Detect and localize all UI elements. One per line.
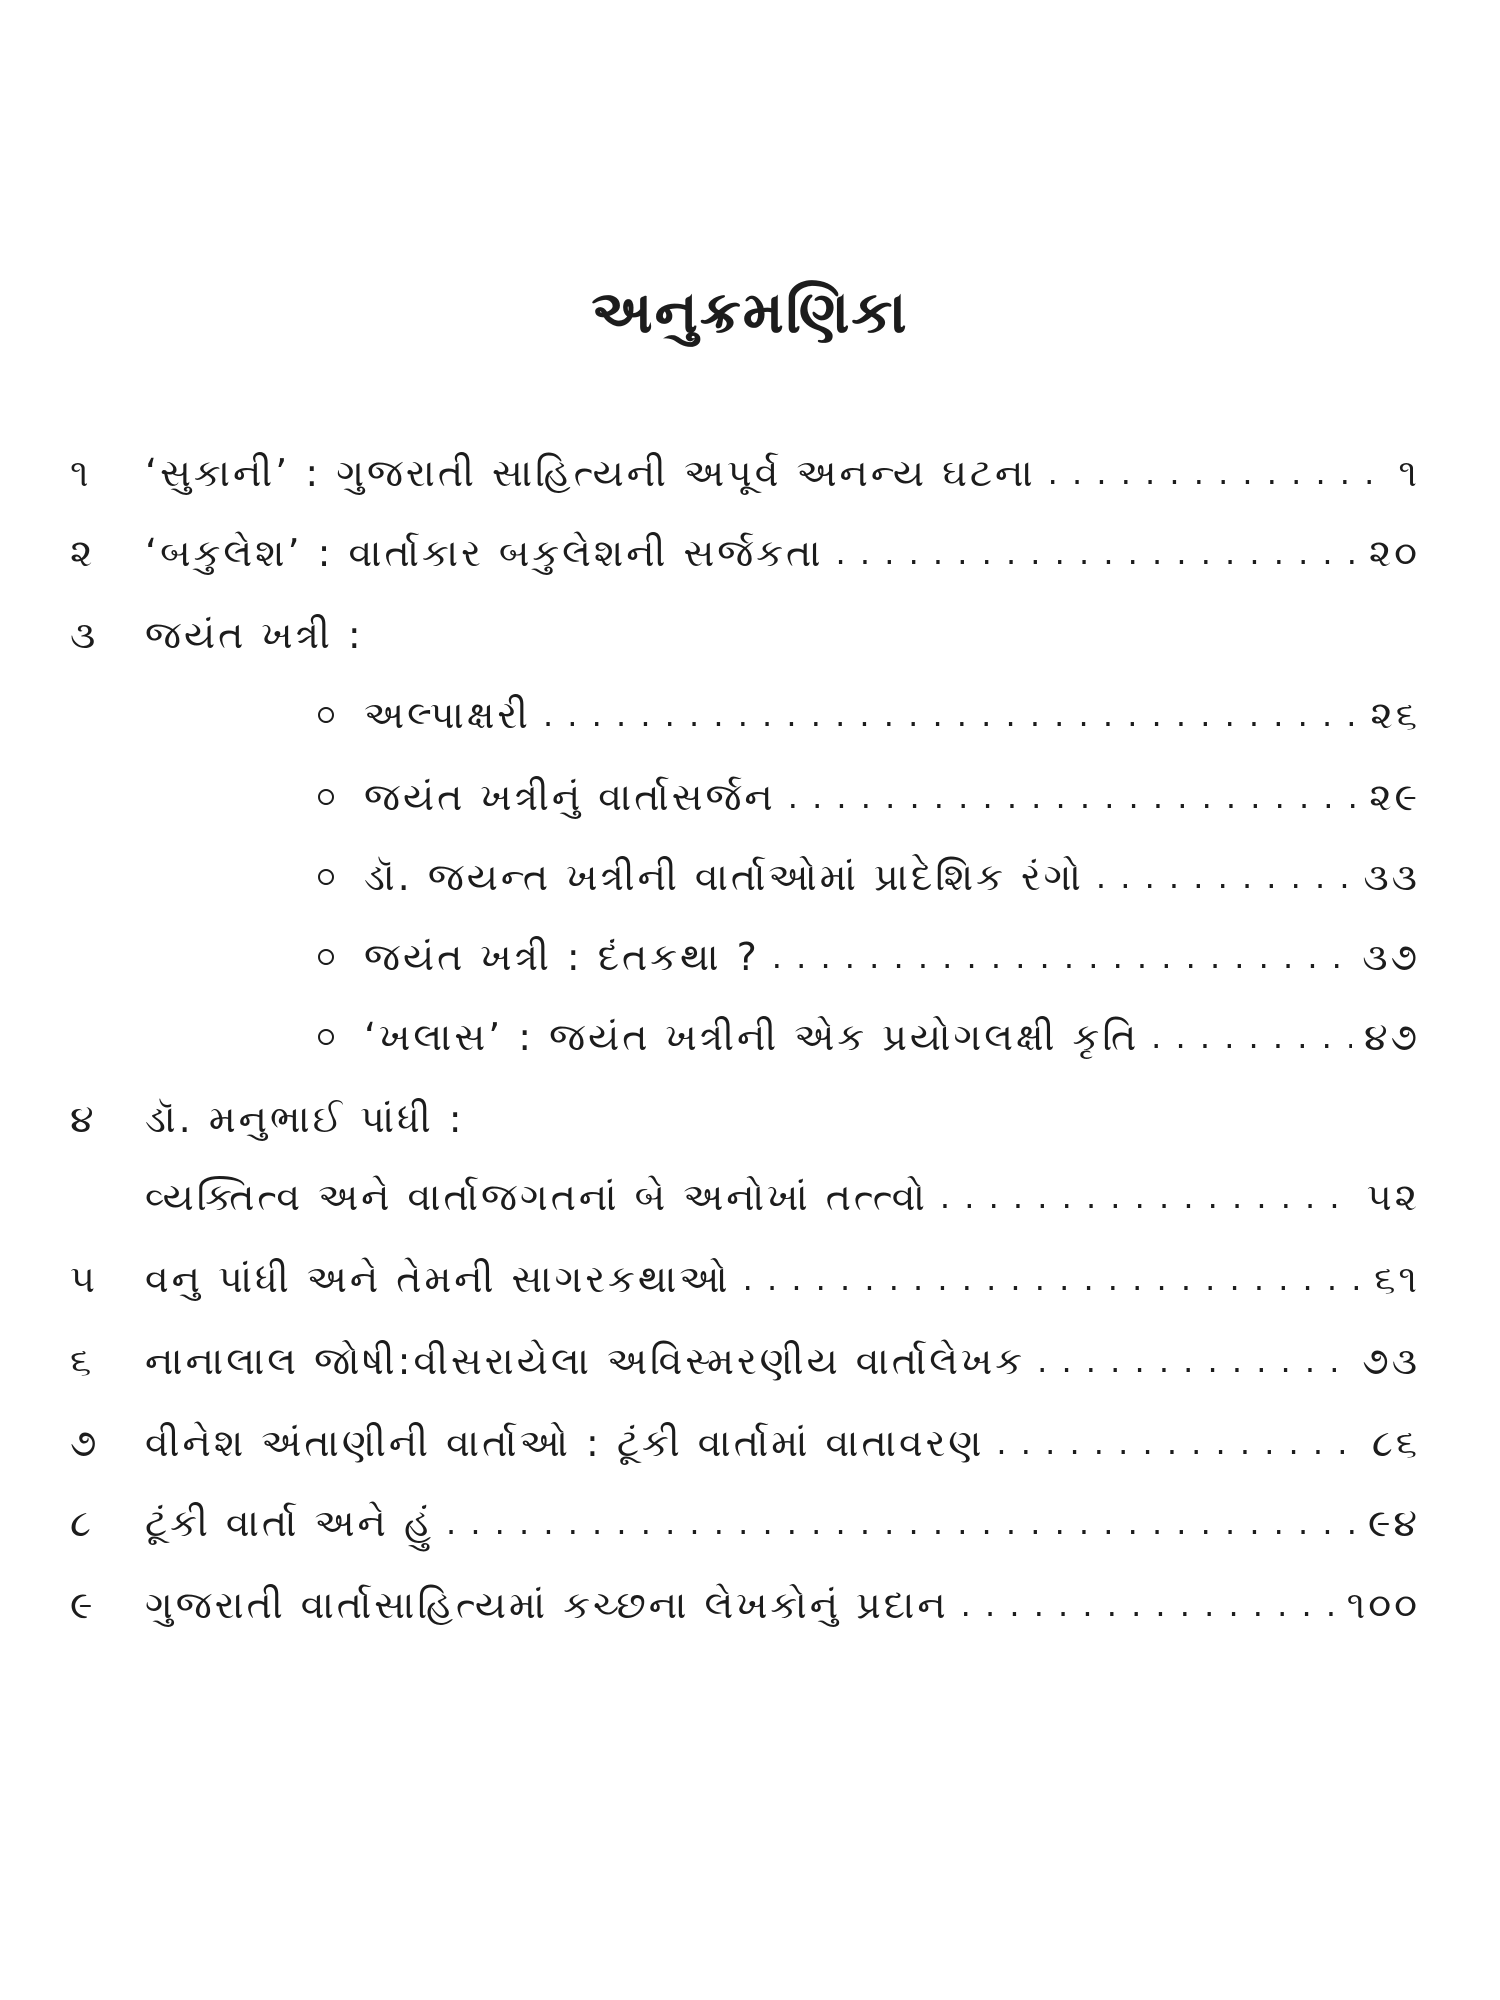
entry-page-number: ૧ xyxy=(1398,451,1420,495)
entry-title: જયંત ખત્રી : દંતકથા ? xyxy=(364,935,760,979)
entry-number: ૫ xyxy=(70,1257,95,1301)
entry-page-number: ૨૦ xyxy=(1368,531,1420,575)
entry-title: જયંત ખત્રીનું વાર્તાસર્જન xyxy=(364,775,776,819)
entry-page-number: ૭૩ xyxy=(1362,1339,1420,1383)
dot-leader xyxy=(743,1244,1362,1314)
toc-subentry[interactable] xyxy=(318,1002,1420,1072)
entry-number: ૪ xyxy=(70,1097,94,1141)
entry-title: ટૂંકી વાર્તા અને હું xyxy=(145,1501,434,1545)
entry-page-number: ૩૩ xyxy=(1363,855,1420,899)
entry-page-number: ૬૧ xyxy=(1374,1257,1420,1301)
toc-entry[interactable] xyxy=(145,1162,1420,1232)
toc-entry[interactable] xyxy=(145,1408,1420,1478)
entry-page-number: ૧૦૦ xyxy=(1346,1583,1420,1627)
toc-section-heading xyxy=(145,600,364,670)
dot-leader xyxy=(446,1488,1356,1558)
entry-page-number: ૩૭ xyxy=(1362,935,1420,979)
entry-number: ૩ xyxy=(70,613,96,657)
entry-title: ગુજરાતી વાર્તાસાહિત્યમાં કચ્છના લેખકોનું પ્રદાન xyxy=(145,1583,949,1627)
toc-entry[interactable] xyxy=(145,1570,1420,1640)
circle-bullet-icon xyxy=(318,707,334,723)
dot-leader xyxy=(788,762,1357,832)
toc-subentry[interactable] xyxy=(318,680,1420,750)
toc-entry[interactable] xyxy=(145,1326,1420,1396)
toc-entry[interactable] xyxy=(145,518,1420,588)
circle-bullet-icon xyxy=(318,789,334,805)
entry-title: ‘ખલાસ’ : જયંત ખત્રીની એક પ્રયોગલક્ષી કૃતિ xyxy=(364,1015,1140,1059)
entry-number: ૯ xyxy=(70,1583,93,1627)
dot-leader xyxy=(1151,1002,1352,1072)
dot-leader xyxy=(1037,1326,1350,1396)
circle-bullet-icon xyxy=(318,949,334,965)
entry-page-number: ૫૨ xyxy=(1366,1175,1420,1219)
entry-title: ડૉ. મનુભાઈ પાંધી : xyxy=(145,1097,465,1141)
entry-title: ‘બકુલેશ’ : વાર્તાકાર બકુલેશની સર્જકતા xyxy=(145,531,824,575)
entry-title: જયંત ખત્રી : xyxy=(145,613,364,657)
entry-number: ૭ xyxy=(70,1421,97,1465)
entry-title: વીનેશ અંતાણીની વાર્તાઓ : ટૂંકી વાર્તામાં વાતાવરણ xyxy=(145,1421,985,1465)
toc-subentry[interactable] xyxy=(318,922,1420,992)
entry-number: ૨ xyxy=(70,531,93,575)
dot-leader xyxy=(1096,842,1352,912)
entry-number: ૧ xyxy=(70,451,89,495)
toc-subentry[interactable] xyxy=(318,842,1420,912)
toc-entry[interactable] xyxy=(145,1244,1420,1314)
entry-page-number: ૪૭ xyxy=(1364,1015,1420,1059)
entry-number: ૮ xyxy=(70,1501,91,1545)
toc-entry[interactable] xyxy=(145,1488,1420,1558)
circle-bullet-icon xyxy=(318,869,334,885)
toc-subentry[interactable] xyxy=(318,762,1420,832)
entry-page-number: ૨૬ xyxy=(1370,693,1420,737)
dot-leader xyxy=(1048,438,1387,508)
dot-leader xyxy=(836,518,1357,588)
toc-entry[interactable] xyxy=(145,438,1420,508)
entry-page-number: ૨૯ xyxy=(1369,775,1420,819)
dot-leader xyxy=(543,680,1358,750)
dot-leader xyxy=(961,1570,1335,1640)
entry-title: વ્યક્તિત્વ અને વાર્તાજગતનાં બે અનોખાં તત્ત્વો xyxy=(145,1175,928,1219)
entry-title: નાનાલાલ જોષી:વીસરાયેલા અવિસ્મરણીય વાર્તાલેખક xyxy=(145,1339,1026,1383)
entry-title: અલ્પાક્ષરી xyxy=(364,693,531,737)
entry-title: વનુ પાંધી અને તેમની સાગરકથાઓ xyxy=(145,1257,731,1301)
dot-leader xyxy=(996,1408,1359,1478)
entry-title: ડૉ. જયન્ત ખત્રીની વાર્તાઓમાં પ્રાદેશિક રંગો xyxy=(364,855,1084,899)
toc-section-heading xyxy=(145,1084,465,1154)
circle-bullet-icon xyxy=(318,1029,334,1045)
dot-leader xyxy=(772,922,1351,992)
entry-title: ‘સુકાની’ : ગુજરાતી સાહિત્યની અપૂર્વ અનન્ય ઘટના xyxy=(145,451,1036,495)
entry-number: ૬ xyxy=(70,1339,92,1383)
page-title: અનુક્રમણિકા xyxy=(591,278,909,346)
entry-page-number: ૮૬ xyxy=(1371,1421,1420,1465)
entry-page-number: ૯૪ xyxy=(1367,1501,1420,1545)
dot-leader xyxy=(940,1162,1355,1232)
